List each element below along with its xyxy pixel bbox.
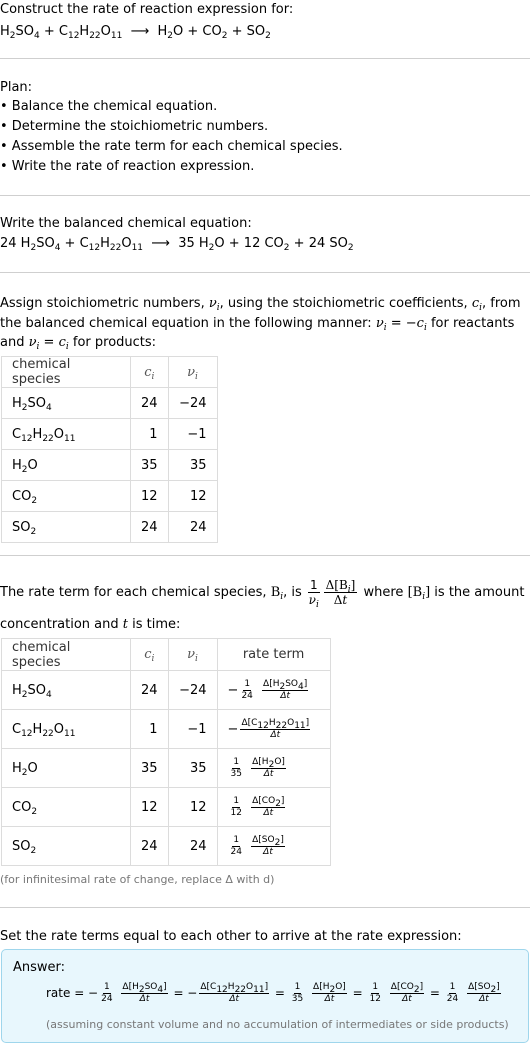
c-cell: 24	[131, 671, 169, 710]
table-header-row	[2, 639, 331, 671]
stoich-intro-line2: the balanced chemical equation in the following manner: $\nu_i = -c_i$ for reactants	[0, 316, 515, 333]
rate-table	[1, 638, 331, 866]
rate-term-cell: $\frac{1}{24}$ $\frac{\Delta[SO_2]}{\Delta t}$	[217, 827, 330, 866]
c-cell: 12	[131, 481, 169, 512]
divider	[0, 272, 530, 273]
column-header-nu: $\nu_i$	[168, 357, 217, 388]
nu-cell: −1	[168, 710, 217, 749]
species-cell: $H_2O$	[2, 450, 131, 481]
species-cell: $SO_2$	[2, 512, 131, 543]
species-cell: $SO_2$	[2, 827, 131, 866]
table-row	[2, 671, 331, 710]
plan-item: • Determine the stoichiometric numbers.	[0, 119, 269, 134]
reaction-equation: $H_2SO_4 + C_{12}H_{22}O_{11}$ ⟶ $H_2O + CO_2 + SO_2$	[0, 24, 271, 41]
table-row	[2, 710, 331, 749]
table-row	[2, 827, 331, 866]
table-row	[2, 388, 218, 419]
c-cell: 1	[131, 710, 169, 749]
table-row	[2, 419, 218, 450]
stoich-intro-line1: Assign stoichiometric numbers, $\nu_i$, using the stoichiometric coefficients, $c_i$, from	[0, 296, 521, 313]
species-cell: $CO_2$	[2, 481, 131, 512]
column-header-c: $c_i$	[131, 357, 169, 388]
species-cell: $CO_2$	[2, 788, 131, 827]
rate-intro-line2: concentration and t is time:	[0, 617, 181, 632]
plan-title: Plan:	[0, 80, 33, 95]
balanced-equation: 24 $H_2SO_4 + C_{12}H_{22}O_{11}$ ⟶ 35 $H_2O + 12$ $CO_2 + 24$ $SO_2$	[0, 236, 354, 253]
table-row	[2, 749, 331, 788]
c-cell: 24	[131, 512, 169, 543]
nu-cell: 35	[168, 749, 217, 788]
answer-box	[1, 949, 529, 1043]
species-cell: $C_{12}H_{22}O_{11}$	[2, 710, 131, 749]
table-row	[2, 788, 331, 827]
stoich-table	[1, 356, 218, 543]
nu-cell: 24	[168, 827, 217, 866]
plan-item: • Balance the chemical equation.	[0, 99, 218, 114]
nu-cell: −24	[168, 388, 217, 419]
c-cell: 24	[131, 827, 169, 866]
divider	[0, 195, 530, 196]
table-row	[2, 512, 218, 543]
c-cell: 35	[131, 749, 169, 788]
rate-term-cell: − $\frac{\Delta[C_{12}H_{22}O_{11}]}{\Delta t}$	[217, 710, 330, 749]
species-cell: $H_2SO_4$	[2, 671, 131, 710]
plan-item: • Assemble the rate term for each chemical species.	[0, 139, 343, 154]
column-header-species: chemical species	[2, 639, 131, 671]
answer-footnote: (assuming constant volume and no accumulation of intermediates or side products)	[46, 1018, 509, 1031]
c-cell: 1	[131, 419, 169, 450]
rate-intro-line1: The rate term for each chemical species, $B_i$, is $\frac{1}{\nu_i}$ $\frac{\Delta[B_i]}{\Delta t}$ where $[B_i]$ is the amount	[0, 578, 525, 610]
rate-term-cell: $\frac{1}{12}$ $\frac{\Delta[CO_2]}{\Delta t}$	[217, 788, 330, 827]
nu-cell: −1	[168, 419, 217, 450]
c-cell: 35	[131, 450, 169, 481]
plan-item: • Write the rate of reaction expression.	[0, 159, 255, 174]
species-cell: $C_{12}H_{22}O_{11}$	[2, 419, 131, 450]
column-header-species: chemical species	[2, 357, 131, 388]
final-title: Set the rate terms equal to each other to arrive at the rate expression:	[0, 929, 462, 944]
column-header-rate-term: rate term	[217, 639, 330, 671]
divider	[0, 907, 530, 908]
rate-expression: rate = − $\frac{1}{24}$ $\frac{\Delta[H_2SO_4]}{\Delta t}$ = − $\frac{\Delta[C_{12}H_{22}O_{11}]}{\Delta t}$ = $\frac{1}{35}$ $\frac{\Delta[H_2O]}{\Delta t}$ = $\frac{1}{12}$ $\frac{\Delta[CO_2]}{\Delta t}$ = $\frac{1}{24}$ $\frac{\Delta[SO_2]}{\Delta t}$	[46, 982, 500, 1004]
table-row	[2, 450, 218, 481]
column-header-c: $c_i$	[131, 639, 169, 671]
species-cell: $H_2O$	[2, 749, 131, 788]
balanced-title: Write the balanced chemical equation:	[0, 216, 252, 231]
nu-cell: −24	[168, 671, 217, 710]
table-header-row	[2, 357, 218, 388]
infinitesimal-note: (for infinitesimal rate of change, replace Δ with d)	[0, 873, 275, 886]
column-header-nu: $\nu_i$	[168, 639, 217, 671]
c-cell: 24	[131, 388, 169, 419]
rate-term-cell: $\frac{1}{35}$ $\frac{\Delta[H_2O]}{\Delta t}$	[217, 749, 330, 788]
rate-term-cell: − $\frac{1}{24}$ $\frac{\Delta[H_2SO_4]}{\Delta t}$	[217, 671, 330, 710]
nu-cell: 35	[168, 450, 217, 481]
stoich-intro-line3: and $\nu_i = c_i$ for products:	[0, 335, 157, 352]
species-cell: $H_2SO_4$	[2, 388, 131, 419]
nu-cell: 12	[168, 788, 217, 827]
answer-label: Answer:	[13, 960, 66, 975]
nu-cell: 12	[168, 481, 217, 512]
table-row	[2, 481, 218, 512]
divider	[0, 555, 530, 556]
divider	[0, 58, 530, 59]
header-title: Construct the rate of reaction expression for:	[0, 2, 294, 17]
nu-cell: 24	[168, 512, 217, 543]
c-cell: 12	[131, 788, 169, 827]
